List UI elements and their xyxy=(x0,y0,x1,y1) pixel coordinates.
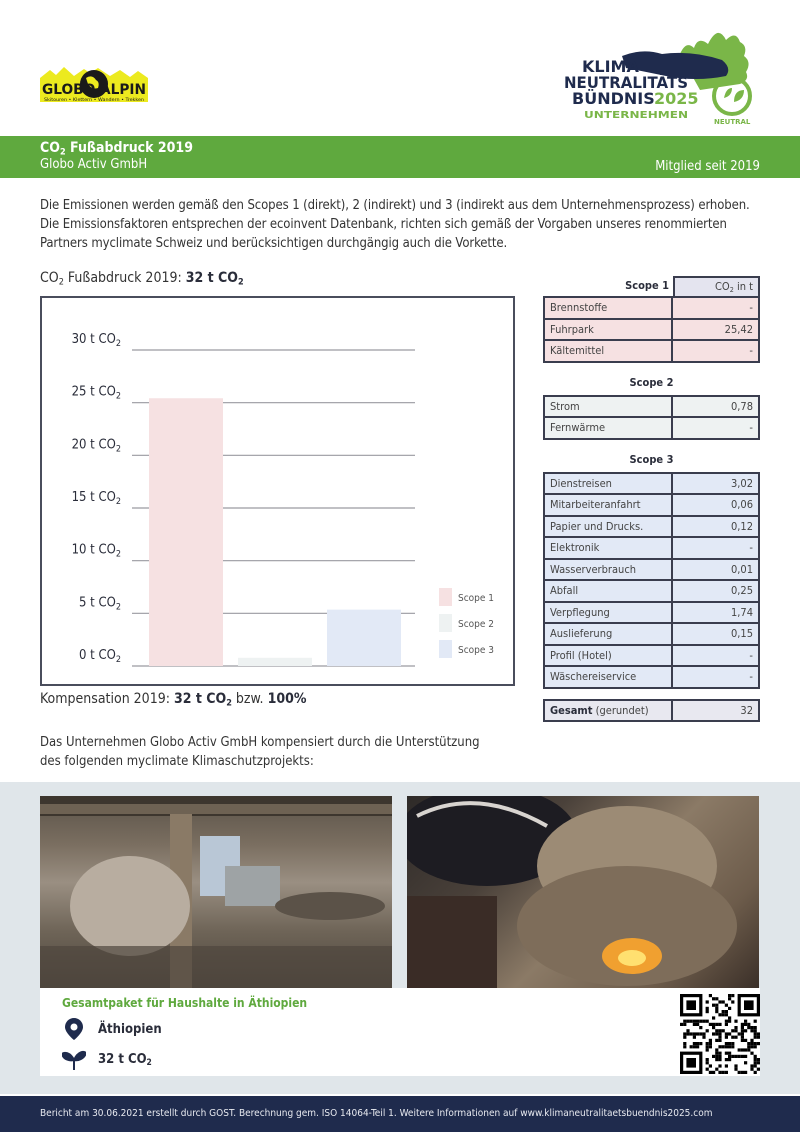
company-name: Globo Activ GmbH xyxy=(40,157,148,172)
location-pin-icon xyxy=(62,1018,86,1040)
y-tick-label: 25 t $CO_2$ xyxy=(71,384,121,402)
legend-swatch xyxy=(439,640,452,658)
category-value: 25,42 xyxy=(672,319,759,341)
category-name: Abfall xyxy=(544,580,672,602)
project-amount xyxy=(62,1048,152,1070)
globo-alpin-tagline: Skitouren • Klettern • Wandern • Trekken xyxy=(44,97,145,102)
scope3-table xyxy=(543,472,760,689)
category-value: - xyxy=(672,645,759,667)
category-name: Papier und Drucks. xyxy=(544,516,672,538)
logo-line-2025: 2025 xyxy=(654,89,699,108)
project-location xyxy=(62,1018,162,1040)
compensation-summary: Kompensation 2019: 32 t $CO_2$ bzw. 100% xyxy=(40,691,307,709)
category-name: Wäschereiservice xyxy=(544,666,672,688)
category-value: 3,02 xyxy=(672,473,759,495)
legend-label: Scope 1 xyxy=(458,593,494,604)
scope3-row xyxy=(544,537,759,559)
scope3-row xyxy=(544,623,759,645)
scope3-row xyxy=(544,516,759,538)
logo-line-unternehmen: UNTERNEHMEN xyxy=(584,110,688,121)
scope3-row xyxy=(544,645,759,667)
total-value: 32 xyxy=(672,700,759,722)
category-name: Dienstreisen xyxy=(544,473,672,495)
total-label: Gesamt (gerundet) xyxy=(544,700,672,722)
scope1-header xyxy=(543,276,760,296)
category-value: 1,74 xyxy=(672,602,759,624)
category-name: Strom xyxy=(544,396,672,418)
scope3-label: Scope 3 xyxy=(629,452,674,466)
project-photo-cookstove-hut xyxy=(40,796,392,988)
category-name: Fernwärme xyxy=(544,417,672,439)
legend-label: Scope 2 xyxy=(458,619,494,630)
category-name: Profil (Hotel) xyxy=(544,645,672,667)
category-name: Fuhrpark xyxy=(544,319,672,341)
globo-alpin-logo xyxy=(40,64,148,106)
category-name: Kältemittel xyxy=(544,340,672,362)
category-value: - xyxy=(672,666,759,688)
category-name: Brennstoffe xyxy=(544,297,672,319)
y-tick-label: 30 t $CO_2$ xyxy=(71,332,121,349)
project-card xyxy=(40,988,760,1076)
bar-chart xyxy=(40,296,515,686)
bar-chart-svg xyxy=(42,298,513,684)
total-row xyxy=(544,700,759,722)
category-value: - xyxy=(672,340,759,362)
y-tick-label: 20 t $CO_2$ xyxy=(71,437,121,455)
qr-code[interactable] xyxy=(680,994,760,1074)
scope2-table xyxy=(543,395,760,440)
category-value: 0,25 xyxy=(672,580,759,602)
logo-line-klima: KLIMA xyxy=(582,57,639,76)
report-header-band xyxy=(0,136,800,178)
category-name: Verpflegung xyxy=(544,602,672,624)
scope1-label: Scope 1 xyxy=(625,279,669,292)
chart-heading: $CO_2$ Fußabdruck 2019: 32 t $CO_2$ xyxy=(40,270,244,288)
footer-note: Bericht am 30.06.2021 erstellt durch GOST. Berechnung gem. ISO 14064-Teil 1. Weitere Informationen auf www.klimaneutralitaetsbuendnis2025.com xyxy=(0,1096,800,1132)
scope2-row xyxy=(544,417,759,439)
y-tick-label: 15 t $CO_2$ xyxy=(71,490,121,507)
category-value: 0,12 xyxy=(672,516,759,538)
category-value: 0,15 xyxy=(672,623,759,645)
scope1-row xyxy=(544,319,759,341)
project-intro-line2: des folgenden myclimate Klimaschutzprojekts: xyxy=(40,754,314,769)
category-value: 0,01 xyxy=(672,559,759,581)
logo-line-buendnis: BÜNDNIS xyxy=(572,89,655,108)
scope1-row xyxy=(544,297,759,319)
scope3-row xyxy=(544,559,759,581)
project-section xyxy=(0,782,800,1094)
project-location-text: Äthiopien xyxy=(98,1021,162,1037)
scope3-row xyxy=(544,580,759,602)
scope2-row xyxy=(544,396,759,418)
category-value: - xyxy=(672,417,759,439)
scope2-label: Scope 2 xyxy=(629,375,674,389)
category-name: Elektronik xyxy=(544,537,672,559)
logo-line-neutralitaets: NEUTRALITÄTS xyxy=(564,73,688,92)
globo-alpin-name: GLOBO ALPIN xyxy=(42,82,146,98)
project-title: Gesamtpaket für Haushalte in Äthiopien xyxy=(62,996,308,1010)
scope3-row xyxy=(544,473,759,495)
scope1-table xyxy=(543,296,760,363)
category-name: Wasserverbrauch xyxy=(544,559,672,581)
project-intro xyxy=(40,733,480,771)
y-tick-label: 10 t $CO_2$ xyxy=(71,542,121,560)
bar-scope-2 xyxy=(238,658,312,666)
legend-swatch xyxy=(439,614,452,632)
project-photo-clay-stove xyxy=(407,796,759,988)
category-name: Auslieferung xyxy=(544,623,672,645)
klimaneutralitaets-buendnis-logo xyxy=(562,14,762,126)
emissions-tables xyxy=(543,276,760,722)
scope3-row xyxy=(544,602,759,624)
scope3-row xyxy=(544,666,759,688)
y-tick-label: 5 t $CO_2$ xyxy=(79,595,121,613)
legend-label: Scope 3 xyxy=(458,645,494,656)
legend-swatch xyxy=(439,588,452,606)
category-name: Mitarbeiteranfahrt xyxy=(544,494,672,516)
project-amount-text: 32 t $CO_2$ xyxy=(98,1051,152,1067)
y-tick-label: 0 t $CO_2$ xyxy=(79,648,121,665)
category-value: - xyxy=(672,537,759,559)
logo-neutral-text: NEUTRAL xyxy=(714,118,751,126)
unit-label: $CO_2$ in t xyxy=(673,276,760,296)
bar-scope-1 xyxy=(149,398,223,666)
intro-text: Die Emissionen werden gemäß den Scopes 1 (direkt), 2 (indirekt) und 3 (indirekt aus dem Unternehmensprozess) erhoben. Die Emissionsfaktoren entsprechen der ecoinvent Datenbank, richten sich gemäß der Vorgaben unseres renommierten Partners myclimate Schweiz und berücksichtigen durchgängig auch die Vorkette. xyxy=(40,198,750,251)
scope3-row xyxy=(544,494,759,516)
category-value: 0,78 xyxy=(672,396,759,418)
sprout-icon xyxy=(62,1048,86,1070)
total-table xyxy=(543,699,760,723)
bar-scope-3 xyxy=(327,610,401,666)
member-since: Mitglied seit 2019 xyxy=(655,159,760,174)
report-title: $CO_2$ Fußabdruck 2019 xyxy=(40,140,193,158)
project-intro-line1: Das Unternehmen Globo Activ GmbH kompensiert durch die Unterstützung xyxy=(40,735,480,750)
scope1-row xyxy=(544,340,759,362)
category-value: 0,06 xyxy=(672,494,759,516)
category-value: - xyxy=(672,297,759,319)
